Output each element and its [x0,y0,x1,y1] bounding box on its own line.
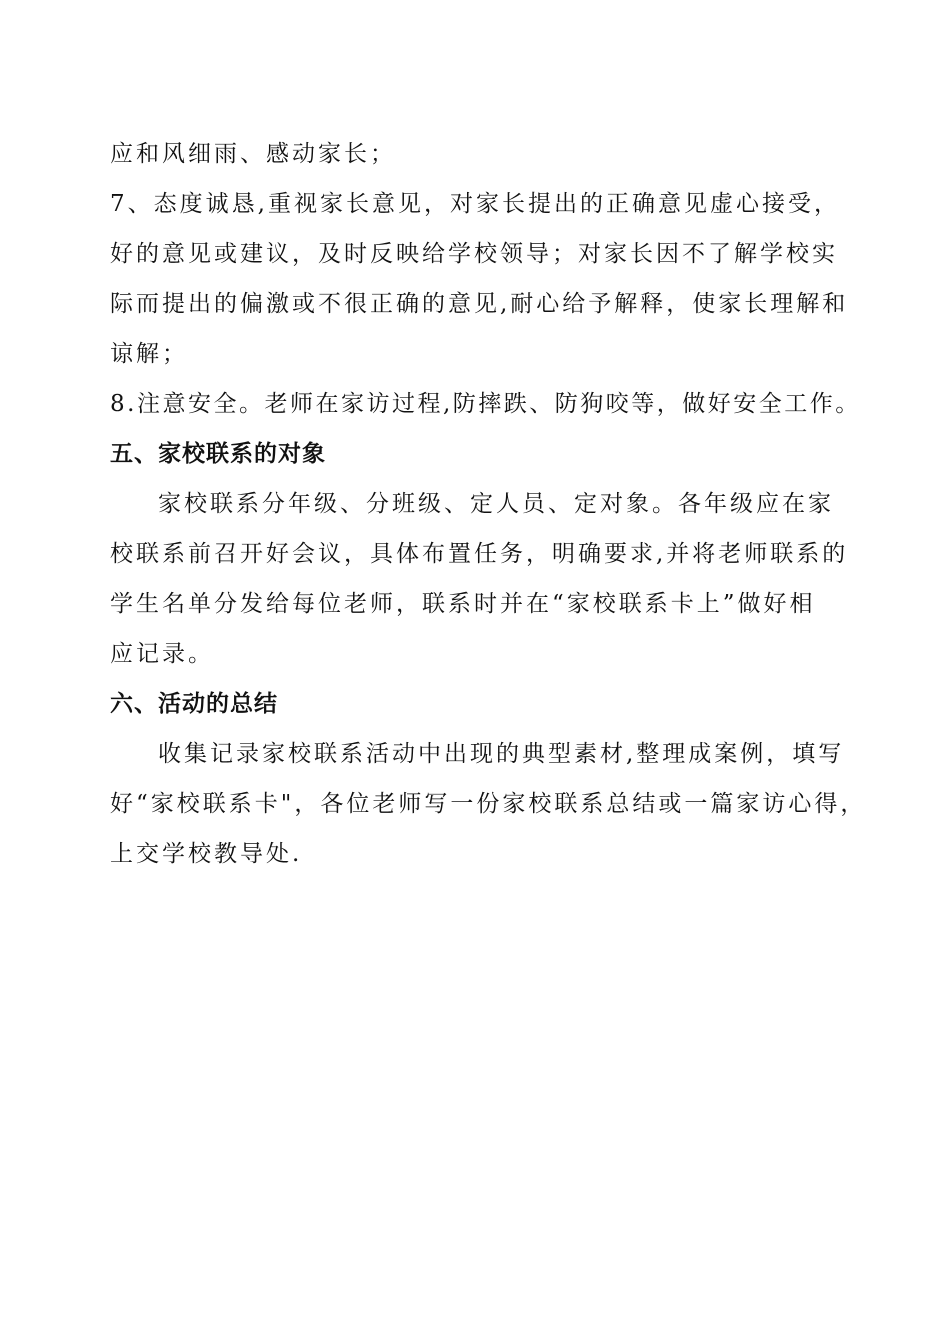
text-line: 谅解； [110,341,188,367]
section-heading-6: 六、活动的总结 [110,691,278,717]
text-line: 学生名单分发给每位老师，联系时并在“家校联系卡上”做好相 [110,591,816,617]
text-line: 7、态度诚恳,重视家长意见，对家长提出的正确意见虚心接受， [110,191,840,217]
text-line: 应和风细雨、感动家长； [110,141,396,167]
text-line: 好“家校联系卡"，各位老师写一份家校联系总结或一篇家访心得， [110,791,867,817]
text-line: 好的意见或建议，及时反映给学校领导；对家长因不了解学校实 [110,241,838,267]
text-line: 8.注意安全。老师在家访过程,防摔跌、防狗咬等，做好安全工作。 [110,391,861,417]
paragraph-first-line: 家校联系分年级、分班级、定人员、定对象。各年级应在家 [158,491,834,517]
section-heading-5: 五、家校联系的对象 [110,441,326,467]
text-line: 上交学校教导处. [110,841,303,867]
paragraph-first-line: 收集记录家校联系活动中出现的典型素材,整理成案例，填写 [158,741,845,767]
text-line: 校联系前召开好会议，具体布置任务，明确要求,并将老师联系的 [110,541,849,567]
text-line: 际而提出的偏激或不很正确的意见,耐心给予解释，使家长理解和 [110,291,849,317]
text-line: 应记录。 [110,641,214,667]
